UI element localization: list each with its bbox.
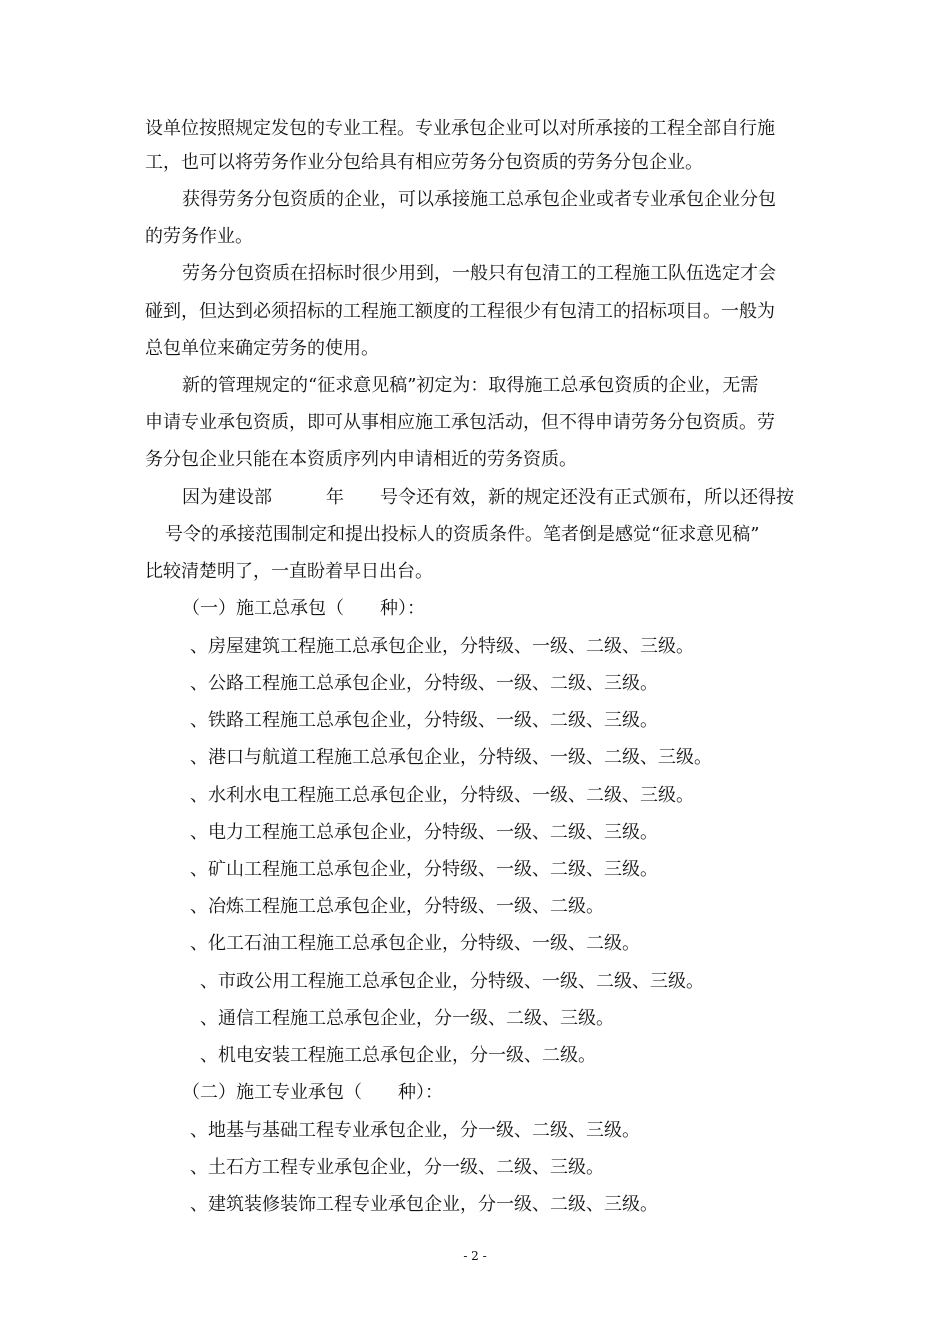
section-heading: （二）施工专业承包（ 种）： xyxy=(182,1082,443,1103)
list-item: 、地基与基础工程专业承包企业，分一级、二级、三级。 xyxy=(190,1120,640,1141)
list-item: 、土石方工程专业承包企业，分一级、二级、三级。 xyxy=(190,1157,604,1178)
list-item: 、建筑装修装饰工程专业承包企业，分一级、二级、三级。 xyxy=(190,1194,658,1215)
text-line: 碰到，但达到必须招标的工程施工额度的工程很少有包清工的招标项目。一般为 xyxy=(145,301,775,322)
list-item: 、冶炼工程施工总承包企业，分特级、一级、二级。 xyxy=(190,896,604,917)
page-number: - 2 - xyxy=(463,1249,487,1263)
text-line: 总包单位来确定劳务的使用。 xyxy=(145,338,379,359)
text-line: 设单位按照规定发包的专业工程。专业承包企业可以对所承接的工程全部自行施 xyxy=(145,118,775,139)
text-line: 工，也可以将劳务作业分包给具有相应劳务分包资质的劳务分包企业。 xyxy=(145,152,703,173)
list-item: 、矿山工程施工总承包企业，分特级、一级、二级、三级。 xyxy=(190,859,658,880)
text-line: 号令的承接范围制定和提出投标人的资质条件。笔者倒是感觉“征求意见稿” xyxy=(165,524,760,545)
list-item: 、铁路工程施工总承包企业，分特级、一级、二级、三级。 xyxy=(190,710,658,731)
text-line: 比较清楚明了，一直盼着早日出台。 xyxy=(145,561,433,582)
list-item: 、公路工程施工总承包企业，分特级、一级、二级、三级。 xyxy=(190,673,658,694)
list-item: 、通信工程施工总承包企业，分一级、二级、三级。 xyxy=(200,1008,614,1029)
list-item: 、机电安装工程施工总承包企业，分一级、二级。 xyxy=(200,1045,596,1066)
text-line: 申请专业承包资质，即可从事相应施工承包活动，但不得申请劳务分包资质。劳 xyxy=(145,412,775,433)
list-item: 、港口与航道工程施工总承包企业，分特级、一级、二级、三级。 xyxy=(190,747,712,768)
list-item: 、化工石油工程施工总承包企业，分特级、一级、二级。 xyxy=(190,933,640,954)
list-item: 、电力工程施工总承包企业，分特级、一级、二级、三级。 xyxy=(190,822,658,843)
text-line: 因为建设部 年 号令还有效，新的规定还没有正式颁布，所以还得按 xyxy=(182,487,794,508)
list-item: 、水利水电工程施工总承包企业，分特级、一级、二级、三级。 xyxy=(190,785,694,806)
text-line: 劳务分包资质在招标时很少用到，一般只有包清工的工程施工队伍选定才会 xyxy=(182,263,776,284)
list-item: 、市政公用工程施工总承包企业，分特级、一级、二级、三级。 xyxy=(200,971,704,992)
text-line: 的劳务作业。 xyxy=(145,226,253,247)
text-line: 务分包企业只能在本资质序列内申请相近的劳务资质。 xyxy=(145,449,577,470)
section-heading: （一）施工总承包（ 种）： xyxy=(182,598,425,619)
list-item: 、房屋建筑工程施工总承包企业，分特级、一级、二级、三级。 xyxy=(190,636,694,657)
text-line: 获得劳务分包资质的企业，可以承接施工总承包企业或者专业承包企业分包 xyxy=(182,189,776,210)
text-line: 新的管理规定的“征求意见稿”初定为：取得施工总承包资质的企业，无需 xyxy=(182,375,759,396)
